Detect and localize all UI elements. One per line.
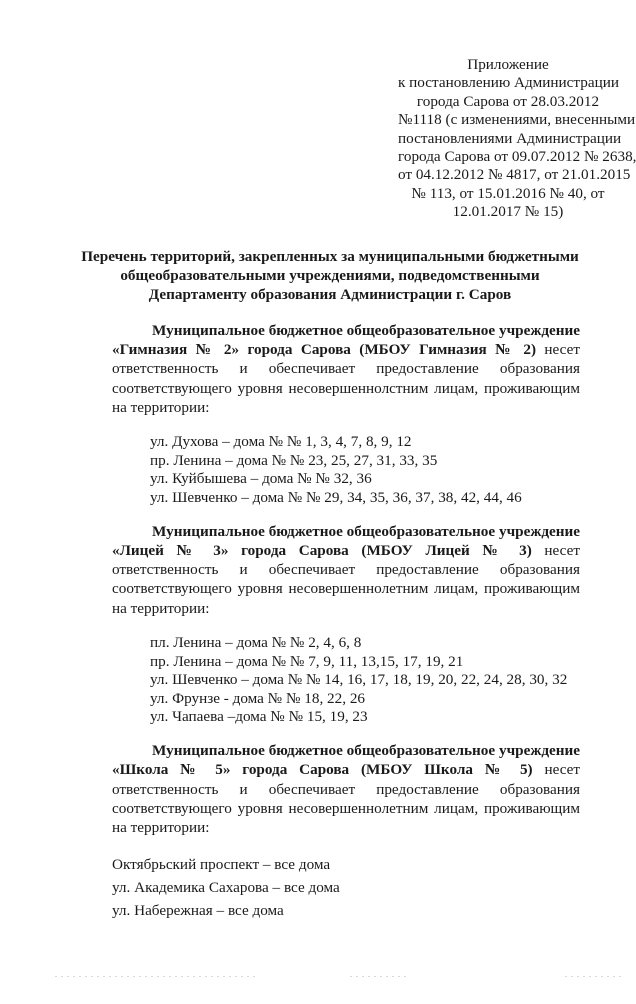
appendix-line: города Сарова от 09.07.2012 № 2638,	[398, 148, 636, 166]
spacer	[0, 837, 636, 853]
spacer	[0, 417, 636, 433]
appendix-header	[398, 56, 636, 222]
footer-row	[0, 972, 636, 984]
appendix-line: 12.01.2017 № 15)	[452, 203, 564, 221]
address-item: ул. Куйбышева – дома № № 32, 36	[150, 470, 372, 488]
spacer	[0, 618, 636, 634]
section-school-5-paragraph	[112, 741, 580, 837]
section-gymnasium-2-paragraph	[112, 321, 580, 417]
responsibility-text: несет ответственность и обеспечивает предоставление образования соответствующего уровня несовершеннолетним лицам, проживающим на территории:	[112, 761, 580, 837]
scan-noise	[350, 976, 410, 977]
title-line: Департаменту образования Администрации г. Саров	[148, 285, 512, 303]
document-title	[68, 247, 592, 304]
address-item: ул. Набережная – все дома	[112, 902, 284, 920]
appendix-line: Приложение	[467, 56, 549, 73]
address-item: ул. Фрунзе - дома № № 18, 22, 26	[150, 689, 366, 707]
scan-noise	[565, 976, 625, 977]
responsibility-text: несет ответственность и обеспечивает предоставление образования соответствующего уровня несовершеннолетним лицам, проживающим на территории:	[112, 541, 580, 617]
section-lyceum-3-paragraph	[112, 522, 580, 618]
address-item: ул. Духова – дома № № 1, 3, 4, 7, 8, 9, 12	[150, 433, 412, 451]
appendix-line: № 113, от 15.01.2016 № 40, от	[411, 184, 605, 202]
address-item: пл. Ленина – дома № № 2, 4, 6, 8	[150, 634, 362, 651]
address-item: пр. Ленина – дома № № 23, 25, 27, 31, 33, 35	[150, 451, 438, 469]
address-list-school-5	[112, 853, 636, 922]
spacer	[0, 304, 636, 321]
institution-name: Муниципальное бюджетное общеобразовательное учреждение «Лицей № 3» города Сарова (МБОУ Лицей № 3)	[112, 522, 580, 559]
address-item: ул. Шевченко – дома № № 14, 16, 17, 18, 19, 20, 22, 24, 28, 30, 32	[150, 671, 568, 689]
spacer	[0, 508, 636, 522]
scan-noise	[55, 976, 255, 977]
institution-name: Муниципальное бюджетное общеобразовательное учреждение «Школа № 5» города Сарова (МБОУ Школа № 5)	[112, 741, 580, 779]
appendix-line: №1118 (с изменениями, внесенными	[398, 111, 636, 129]
address-list-gymnasium-2	[150, 433, 636, 507]
address-item: ул. Академика Сахарова – все дома	[112, 879, 340, 897]
address-item: пр. Ленина – дома № № 7, 9, 11, 13,15, 17, 19, 21	[150, 652, 464, 670]
responsibility-text: несет ответственность и обеспечивает предоставление образования соответствующего уровня несовершеннолстним лицам, проживающим на территории:	[112, 340, 580, 416]
address-item: Октябрьский проспект – все дома	[112, 856, 331, 874]
appendix-line: от 04.12.2012 № 4817, от 21.01.2015	[398, 166, 631, 184]
address-item: ул. Чапаева –дома № № 15, 19, 23	[150, 708, 368, 726]
appendix-line: постановлениями Администрации	[398, 129, 622, 147]
address-list-lyceum-3	[150, 634, 636, 727]
institution-name: Муниципальное бюджетное общеобразовательное учреждение «Гимназия № 2» города Сарова (МБОУ Гимназия № 2)	[112, 321, 580, 358]
appendix-line: к постановлению Администрации	[398, 74, 619, 92]
address-item: ул. Шевченко – дома № № 29, 34, 35, 36, 37, 38, 42, 44, 46	[150, 488, 522, 506]
title-line: общеобразовательными учреждениями, подведомственными	[120, 266, 540, 284]
spacer	[0, 727, 636, 741]
appendix-line: города Сарова от 28.03.2012	[416, 92, 600, 110]
title-line: Перечень территорий, закрепленных за муниципальными бюджетными	[81, 247, 579, 265]
